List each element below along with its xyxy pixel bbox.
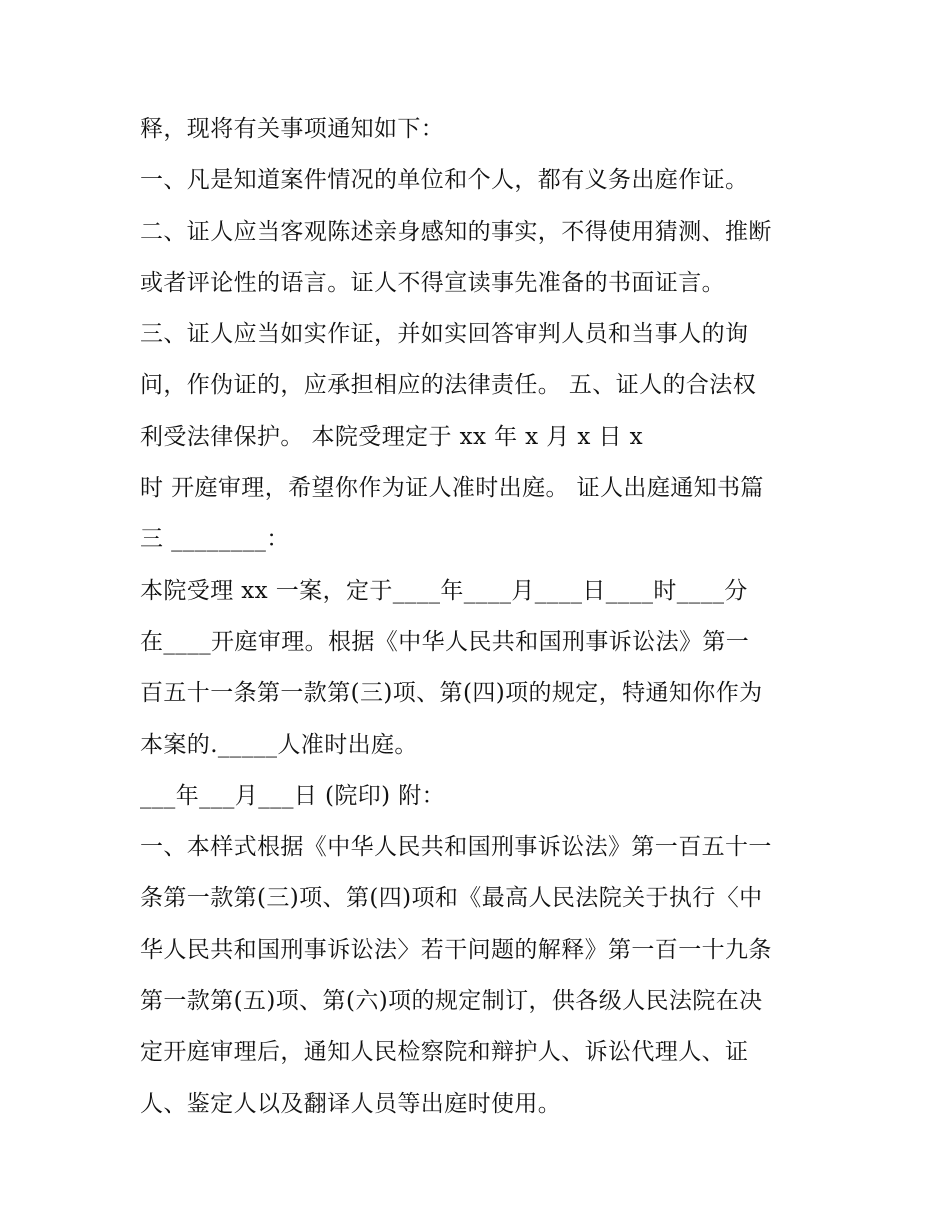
text-line: 定开庭审理后，通知人民检察院和辩护人、诉讼代理人、证 [140,1039,749,1066]
text-line: 本院受理 xx 一案，定于____年____月____日____时____分 [140,577,748,604]
text-line: 一、凡是知道案件情况的单位和个人，都有义务出庭作证。 [140,167,749,194]
text-line: 华人民共和国刑事诉讼法〉若干问题的解释》第一百一十九条 [140,936,772,963]
text-line: 三 ________： [140,526,290,553]
text-line: ___年___月___日 (院印) 附： [140,782,446,809]
text-line: 利受法律保护。 本院受理定于 xx 年 x 月 x 日 x [140,423,643,450]
text-line: 第一款第(五)项、第(六)项的规定制订，供各级人民法院在决 [140,988,763,1015]
text-line: 人、鉴定人以及翻译人员等出庭时使用。 [140,1090,562,1117]
text-line: 在____开庭审理。根据《中华人民共和国刑事诉讼法》第一 [140,628,750,655]
document-body [140,104,830,1130]
text-line: 时 开庭审理，希望你作为证人准时出庭。 证人出庭通知书篇 [140,475,764,502]
text-line: 释，现将有关事项通知如下： [140,116,445,142]
text-line: 问，作伪证的，应承担相应的法律责任。 五、证人的合法权 [140,372,757,399]
text-line: 三、证人应当如实作证，并如实回答审判人员和当事人的询 [140,321,749,348]
text-line: 条第一款第(三)项、第(四)项和《最高人民法院关于执行〈中 [140,885,763,912]
text-line: 百五十一条第一款第(三)项、第(四)项的规定，特通知你作为 [140,680,763,707]
text-line: 一、本样式根据《中华人民共和国刑事诉讼法》第一百五十一 [140,834,772,861]
text-line: 或者评论性的语言。证人不得宣读事先准备的书面证言。 [140,269,725,296]
text-line: 二、证人应当客观陈述亲身感知的事实，不得使用猜测、推断 [140,218,772,245]
text-line: 本案的._____人准时出庭。 [140,731,418,758]
